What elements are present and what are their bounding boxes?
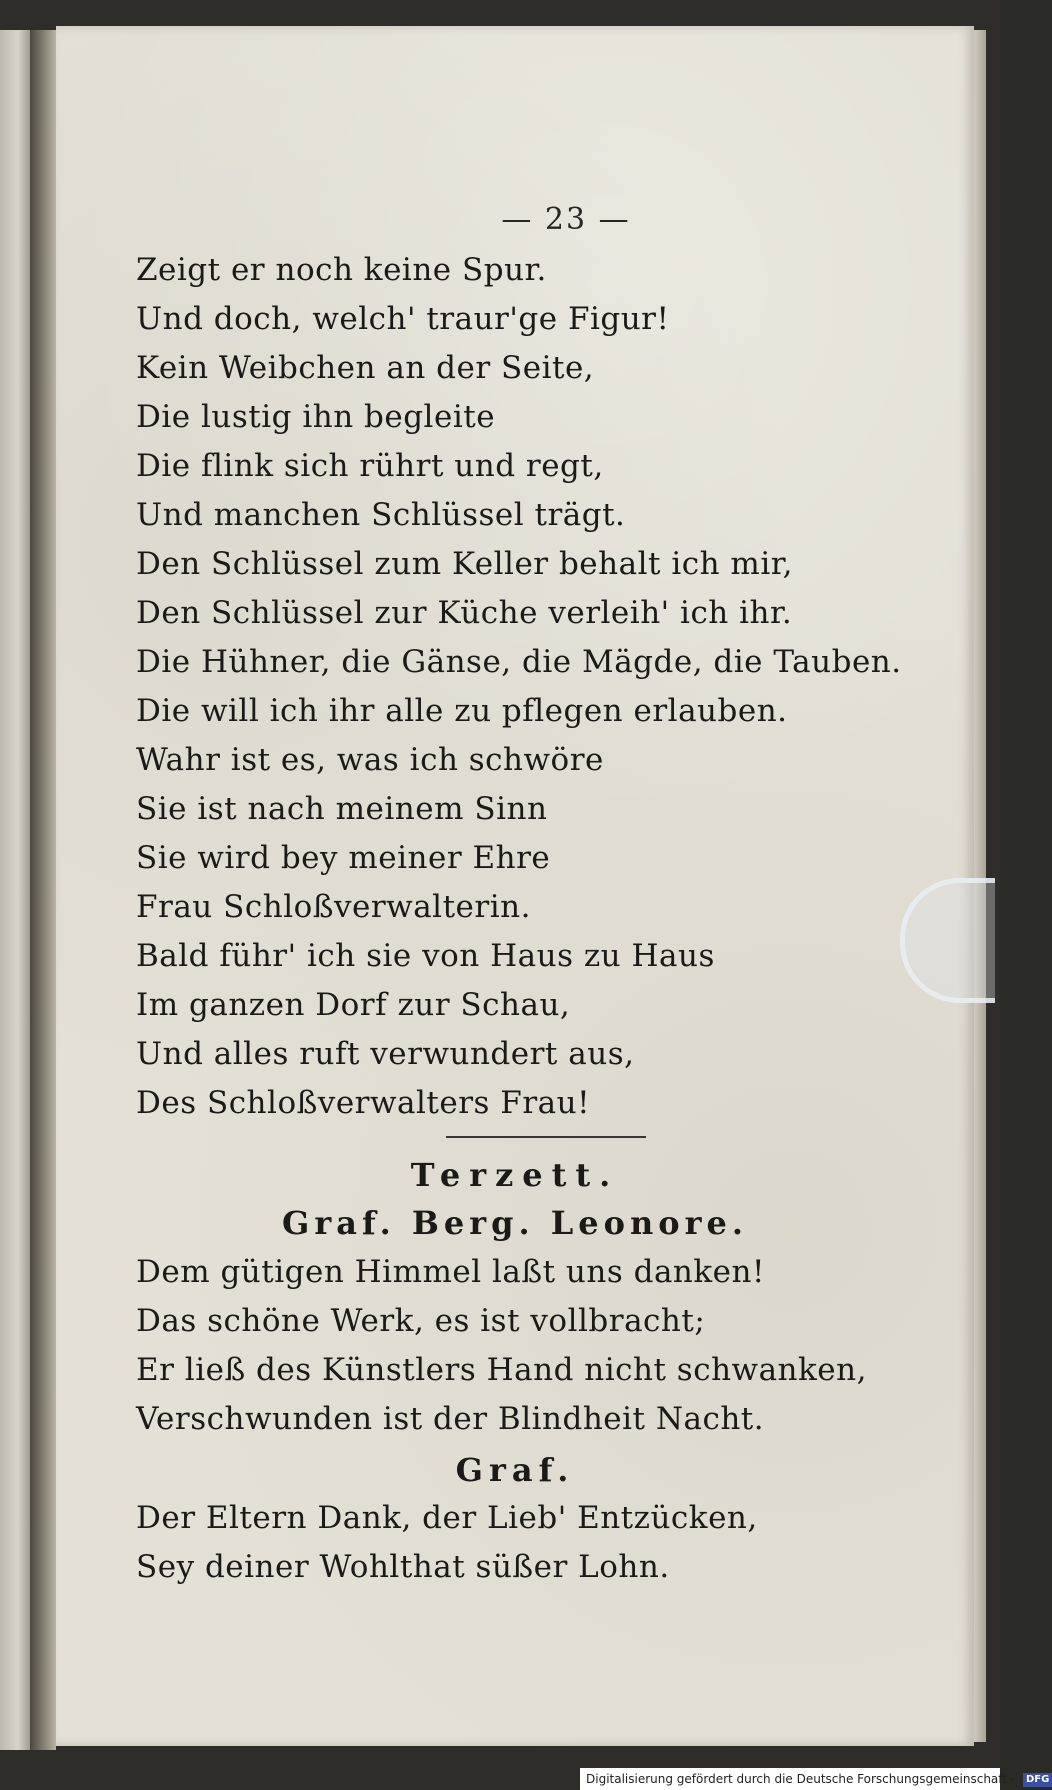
verse-line: Das schöne Werk, es ist vollbracht; [136, 1303, 706, 1339]
verse-line: Die Hühner, die Gänse, die Mägde, die Tauben. [136, 644, 902, 680]
verse-line: Die flink sich rührt und regt, [136, 448, 604, 484]
verse-line: Und doch, welch' traur'ge Figur! [136, 301, 670, 337]
verse-line: Des Schloßverwalters Frau! [136, 1085, 591, 1121]
verse-line: Und manchen Schlüssel trägt. [136, 497, 626, 533]
verse-line: Er ließ des Künstlers Hand nicht schwanken, [136, 1352, 867, 1388]
digitization-credit [580, 1768, 1050, 1790]
speaker-heading: Graf. Berg. Leonore. [282, 1204, 748, 1242]
previous-page-edge [0, 30, 30, 1750]
verse-line: Den Schlüssel zum Keller behalt ich mir, [136, 546, 793, 582]
verse-line: Kein Weibchen an der Seite, [136, 350, 595, 386]
verse-line: Verschwunden ist der Blindheit Nacht. [136, 1401, 765, 1437]
verse-line: Zeigt er noch keine Spur. [136, 252, 547, 288]
verse-line: Im ganzen Dorf zur Schau, [136, 987, 571, 1023]
verse-line: Bald führ' ich sie von Haus zu Haus [136, 938, 715, 974]
page-sheet [56, 26, 974, 1746]
verse-line: Wahr ist es, was ich schwöre [136, 742, 604, 778]
verse-line: Der Eltern Dank, der Lieb' Entzücken, [136, 1500, 758, 1536]
verse-line: Frau Schloßverwalterin. [136, 889, 531, 925]
verse-line: Sie wird bey meiner Ehre [136, 840, 551, 876]
dfg-logo: DFG [1023, 1773, 1052, 1787]
page-number: — 23 — [501, 202, 631, 237]
verse-line: Dem gütigen Himmel laßt uns danken! [136, 1254, 765, 1290]
verse-line: Sie ist nach meinem Sinn [136, 791, 548, 827]
section-title: Terzett. [410, 1156, 620, 1194]
book-spine-shadow [30, 30, 56, 1750]
credit-text: Digitalisierung gefördert durch die Deutsche Forschungsgemeinschaft - [586, 1772, 1016, 1786]
speaker-heading: Graf. [455, 1451, 575, 1489]
verse-line: Sey deiner Wohlthat süßer Lohn. [136, 1549, 670, 1585]
verse-line: Die lustig ihn begleite [136, 399, 496, 435]
verse-line: Und alles ruft verwundert aus, [136, 1036, 635, 1072]
section-divider [446, 1136, 646, 1138]
verse-line: Den Schlüssel zur Küche verleih' ich ihr. [136, 595, 793, 631]
verse-line: Die will ich ihr alle zu pflegen erlauben. [136, 693, 788, 729]
